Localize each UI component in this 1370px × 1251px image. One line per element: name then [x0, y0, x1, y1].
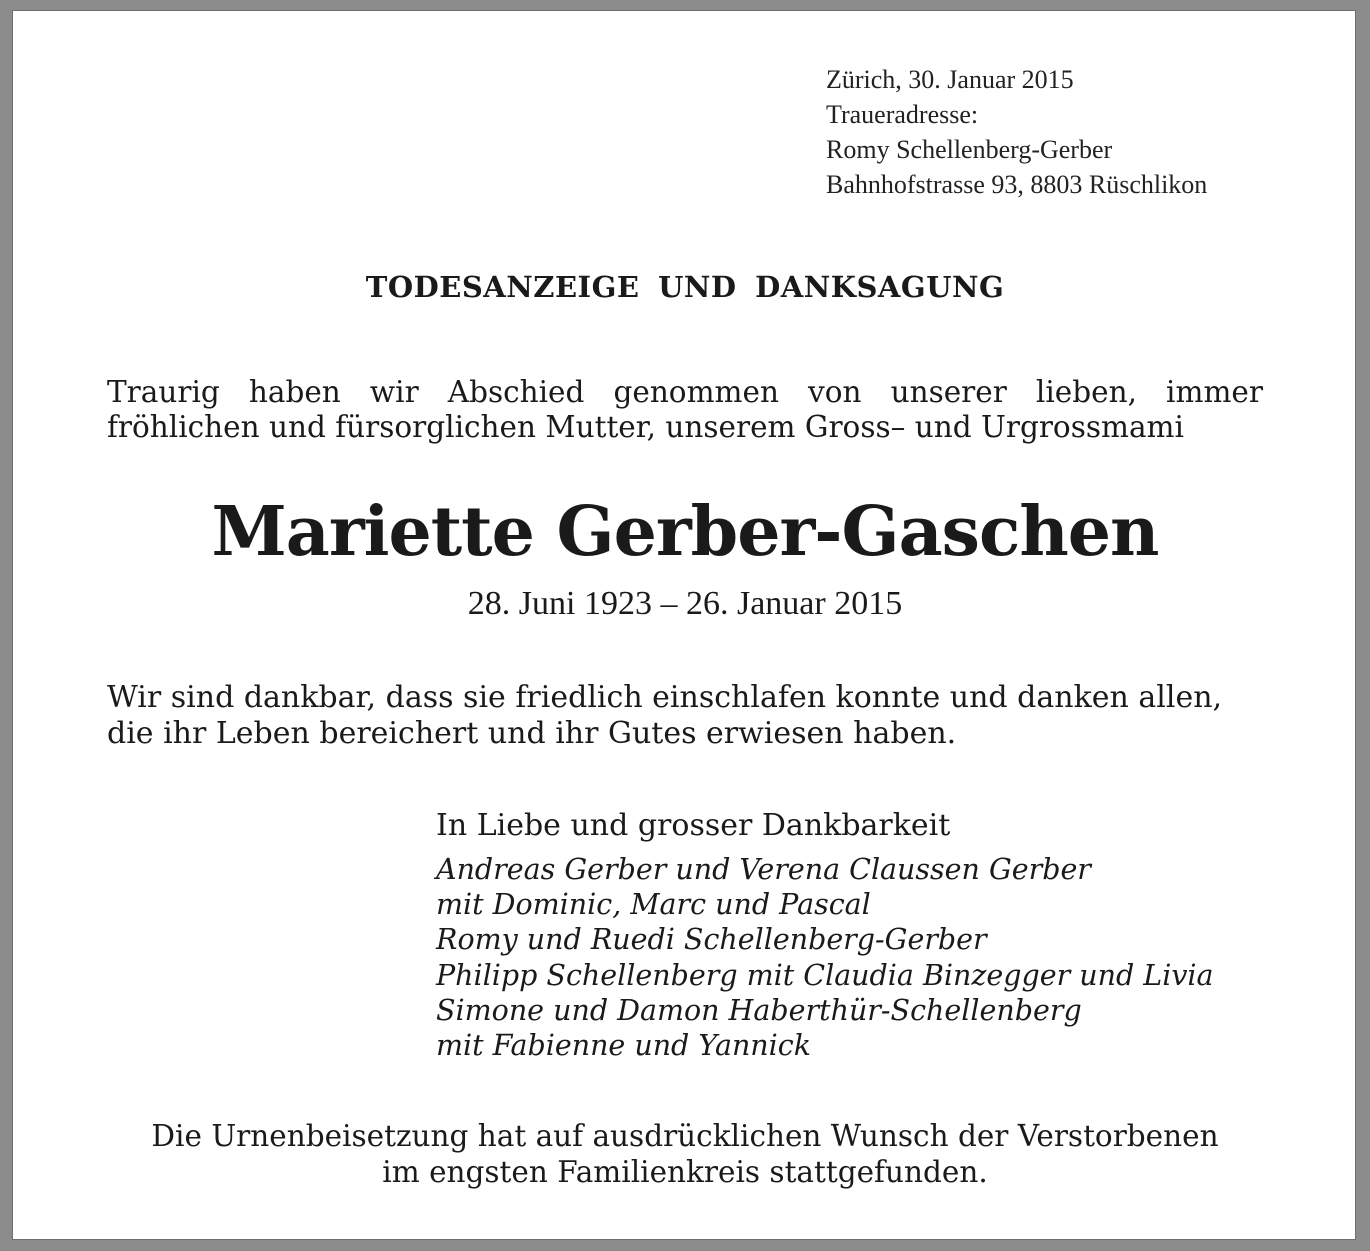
thanks-line: die ihr Leben bereichert und ihr Gutes erwiesen haben. [107, 716, 957, 751]
family-line: Simone und Damon Haberthür-Schellenberg [436, 993, 1082, 1027]
deceased-name: Mariette Gerber-Gaschen [211, 492, 1159, 572]
family-line: Romy und Ruedi Schellenberg-Gerber [436, 923, 987, 957]
family-list [436, 852, 1214, 1063]
address-line: Zürich, 30. Januar 2015 [826, 65, 1074, 94]
family-line: mit Dominic, Marc und Pascal [436, 888, 871, 922]
closing-line: im engsten Familienkreis stattgefunden. [382, 1155, 988, 1189]
intro-paragraph [107, 375, 1263, 445]
address-block [826, 62, 1207, 202]
address-line: Romy Schellenberg-Gerber [826, 135, 1113, 164]
notice-heading: TODESANZEIGE UND DANKSAGUNG [365, 270, 1005, 304]
intro-line: Traurig haben wir Abschied genommen von unserer lieben, immer [107, 375, 1263, 409]
closing-line: Die Urnenbeisetzung hat auf ausdrücklichen Wunsch der Verstorbenen [151, 1119, 1219, 1153]
address-line: Traueradresse: [826, 100, 979, 129]
life-dates: 28. Juni 1923 – 26. Januar 2015 [467, 585, 903, 622]
signoff-line: In Liebe und grosser Dankbarkeit [436, 808, 951, 843]
address-line: Bahnhofstrasse 93, 8803 Rüschlikon [826, 170, 1208, 199]
thanks-line: Wir sind dankbar, dass sie friedlich einschlafen konnte und danken allen, [107, 680, 1223, 715]
closing-paragraph [0, 1118, 1370, 1190]
family-line: mit Fabienne und Yannick [436, 1029, 812, 1063]
intro-line: fröhlichen und fürsorglichen Mutter, unserem Gross– und Urgrossmami [107, 410, 1184, 444]
family-line: Andreas Gerber und Verena Claussen Gerber [436, 853, 1091, 886]
thanks-paragraph [107, 680, 1222, 752]
family-line: Philipp Schellenberg mit Claudia Binzegger und Livia [436, 958, 1214, 992]
